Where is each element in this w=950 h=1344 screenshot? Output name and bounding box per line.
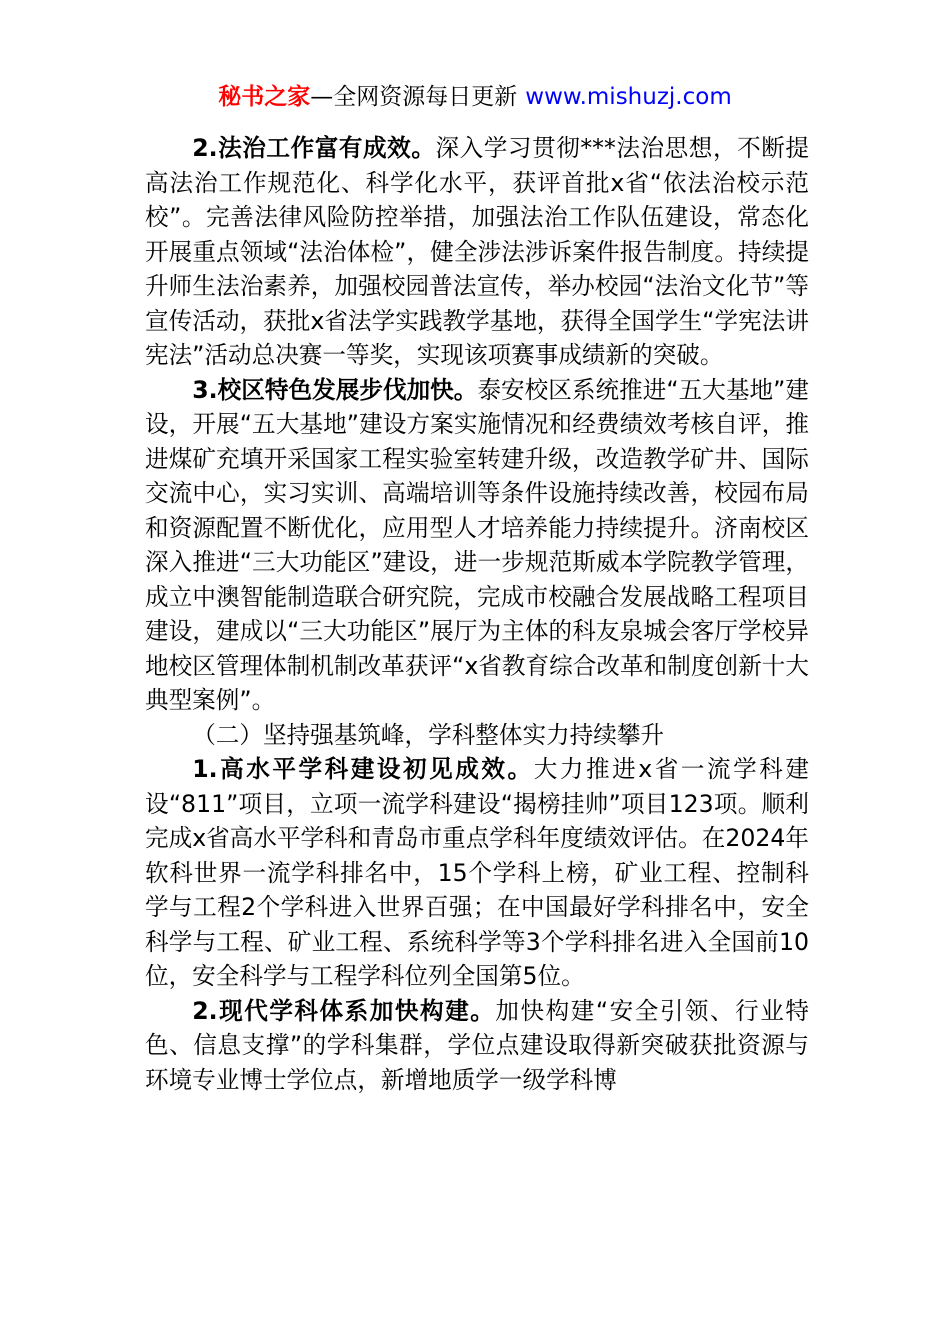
paragraph-lead: 1.高水平学科建设初见成效。 [192,755,534,783]
paragraph-lead: 3.校区特色发展步伐加快。 [192,375,478,404]
header-slogan: —全网资源每日更新 [310,84,518,110]
paragraph-campus-development [145,373,809,718]
paragraph-lead: 2.现代学科体系加快构建。 [192,996,496,1025]
paragraph-text: 大力推进x省一流学科建设“811”项目，立项一流学科建设“揭榜挂帅”项目123项。顺利完成x省高水平学科和青岛市重点学科年度绩效评估。在2024年软科世界一流学科排名中，15个学科上榜，矿业工程、控制科学与工程2个学科进入世界百强；在中国最好学科排名中，安全科学与工程、矿业工程、系统科学等3个学科排名进入全国前10位，安全科学与工程学科位列全国第5位。 [145,755,809,990]
paragraph-rule-of-law [145,131,809,373]
paragraph-lead: 2.法治工作富有成效。 [192,134,436,162]
site-url-link[interactable]: www.mishuzj.com [525,84,732,110]
paragraph-text: 深入学习贯彻***法治思想，不断提高法治工作规范化、科学化水平，获评首批x省“依法治校示范校”。完善法律风险防控举措，加强法治工作队伍建设，常态化开展重点领域“法治体检”，健全涉法涉诉案件报告制度。持续提升师生法治素养，加强校园普法宣传，举办校园“法治文化节”等宣传活动，获批x省法学实践教学基地，获得全国学生“学宪法讲宪法”活动总决赛一等奖，实现该项赛事成绩新的突破。 [145,134,809,369]
site-header [0,80,950,114]
paragraph-text: 泰安校区系统推进“五大基地”建设，开展“五大基地”建设方案实施情况和经费绩效考核自评，推进煤矿充填开采国家工程实验室转建升级，改造教学矿井、国际交流中心，实习实训、高端培训等条件设施持续改善，校园布局和资源配置不断优化，应用型人才培养能力持续提升。济南校区深入推进“三大功能区”建设，进一步规范斯威本学院教学管理，成立中澳智能制造联合研究院，完成市校融合发展战略工程项目建设，建成以“三大功能区”展厅为主体的科友泉城会客厅学校异地校区管理体制机制改革获评“x省教育综合改革和制度创新十大典型案例”。 [145,375,809,714]
section-subheading: （二）坚持强基筑峰，学科整体实力持续攀升 [192,720,665,749]
brand-name: 秘书之家 [218,84,311,110]
document-body [145,131,809,1097]
paragraph-discipline-system [145,994,809,1098]
paragraph-discipline-construction [145,752,809,994]
paragraph-text: 加快构建“安全引领、行业特色、信息支撑”的学科集群，学位点建设取得新突破获批资源与环境专业博士学位点，新增地质学一级学科博 [145,996,809,1094]
